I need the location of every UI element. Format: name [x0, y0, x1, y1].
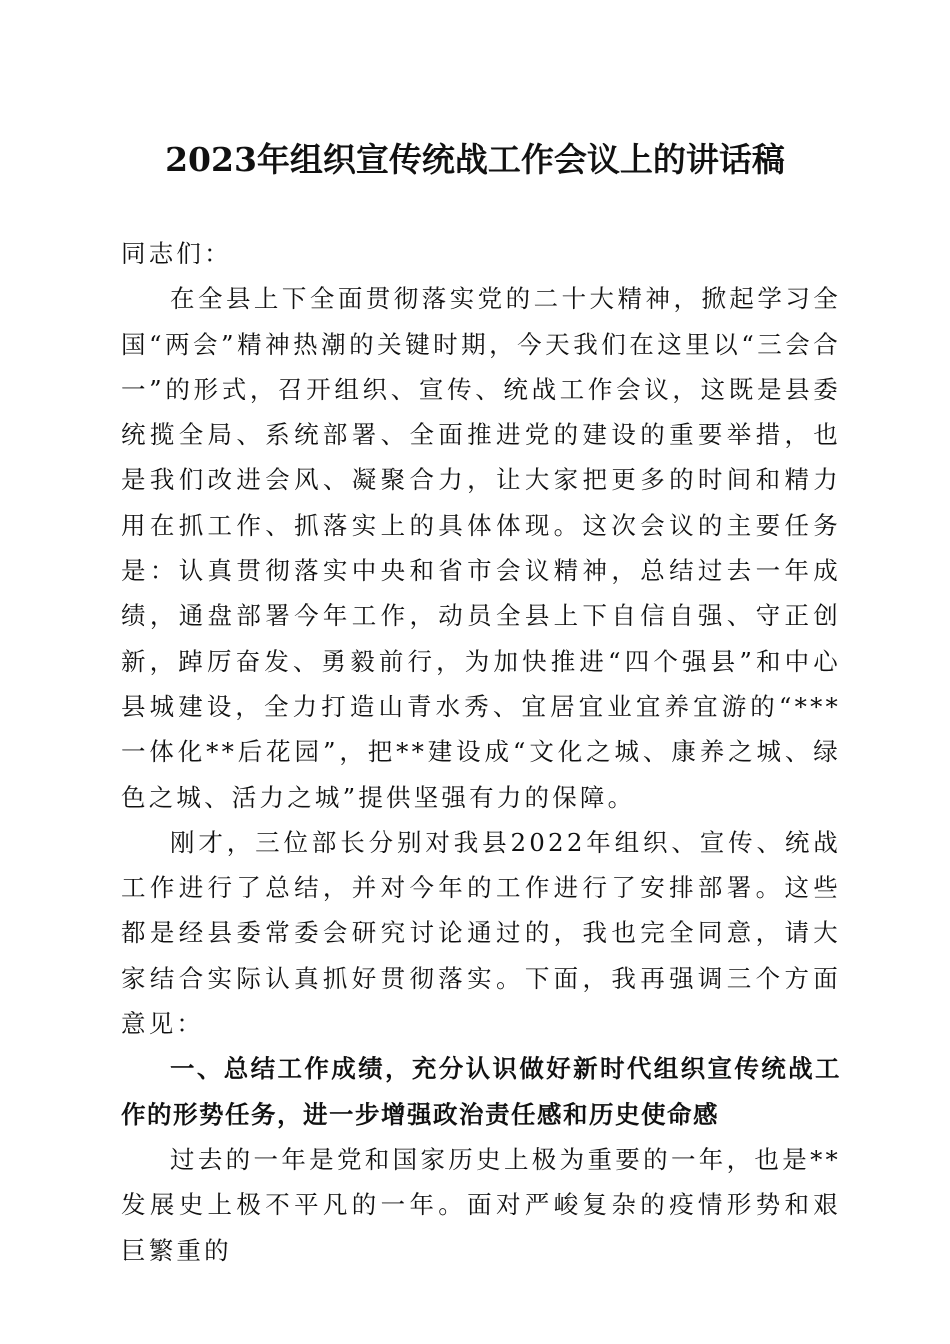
section-paragraph: 过去的一年是党和国家历史上极为重要的一年，也是**发展史上极不平凡的一年。面对严峻复杂的疫情形势和艰巨繁重的 — [121, 1144, 841, 1265]
document-title: 2023年组织宣传统战工作会议上的讲话稿 — [165, 140, 785, 179]
document-body — [121, 231, 841, 1273]
body-paragraph-2: 刚才，三位部长分别对我县2022年组织、宣传、统战工作进行了总结，并对今年的工作进行了安排部署。这些都是经县委常委会研究讨论通过的，我也完全同意，请大家结合实际认真抓好贯彻落实。下面，我再强调三个方面意见： — [121, 827, 841, 1039]
body-paragraph-1: 在全县上下全面贯彻落实党的二十大精神，掀起学习全国“两会”精神热潮的关键时期，今天我们在这里以“三会合一”的形式，召开组织、宣传、统战工作会议，这既是县委统揽全局、系统部署、全面推进党的建设的重要举措，也是我们改进会风、凝聚合力，让大家把更多的时间和精力用在抓工作、抓落实上的具体体现。这次会议的主要任务是：认真贯彻落实中央和省市会议精神，总结过去一年成绩，通盘部署今年工作，动员全县上下自信自强、守正创新，踔厉奋发、勇毅前行，为加快推进“四个强县”和中心县城建设，全力打造山青水秀、宜居宜业宜养宜游的“***一体化**后花园”，把**建设成“文化之城、康养之城、绿色之城、活力之城”提供坚强有力的保障。 — [121, 284, 841, 812]
salutation: 同志们： — [121, 239, 232, 268]
section-heading: 一、总结工作成绩，充分认识做好新时代组织宣传统战工作的形势任务，进一步增强政治责任感和历史使命感 — [121, 1054, 841, 1129]
